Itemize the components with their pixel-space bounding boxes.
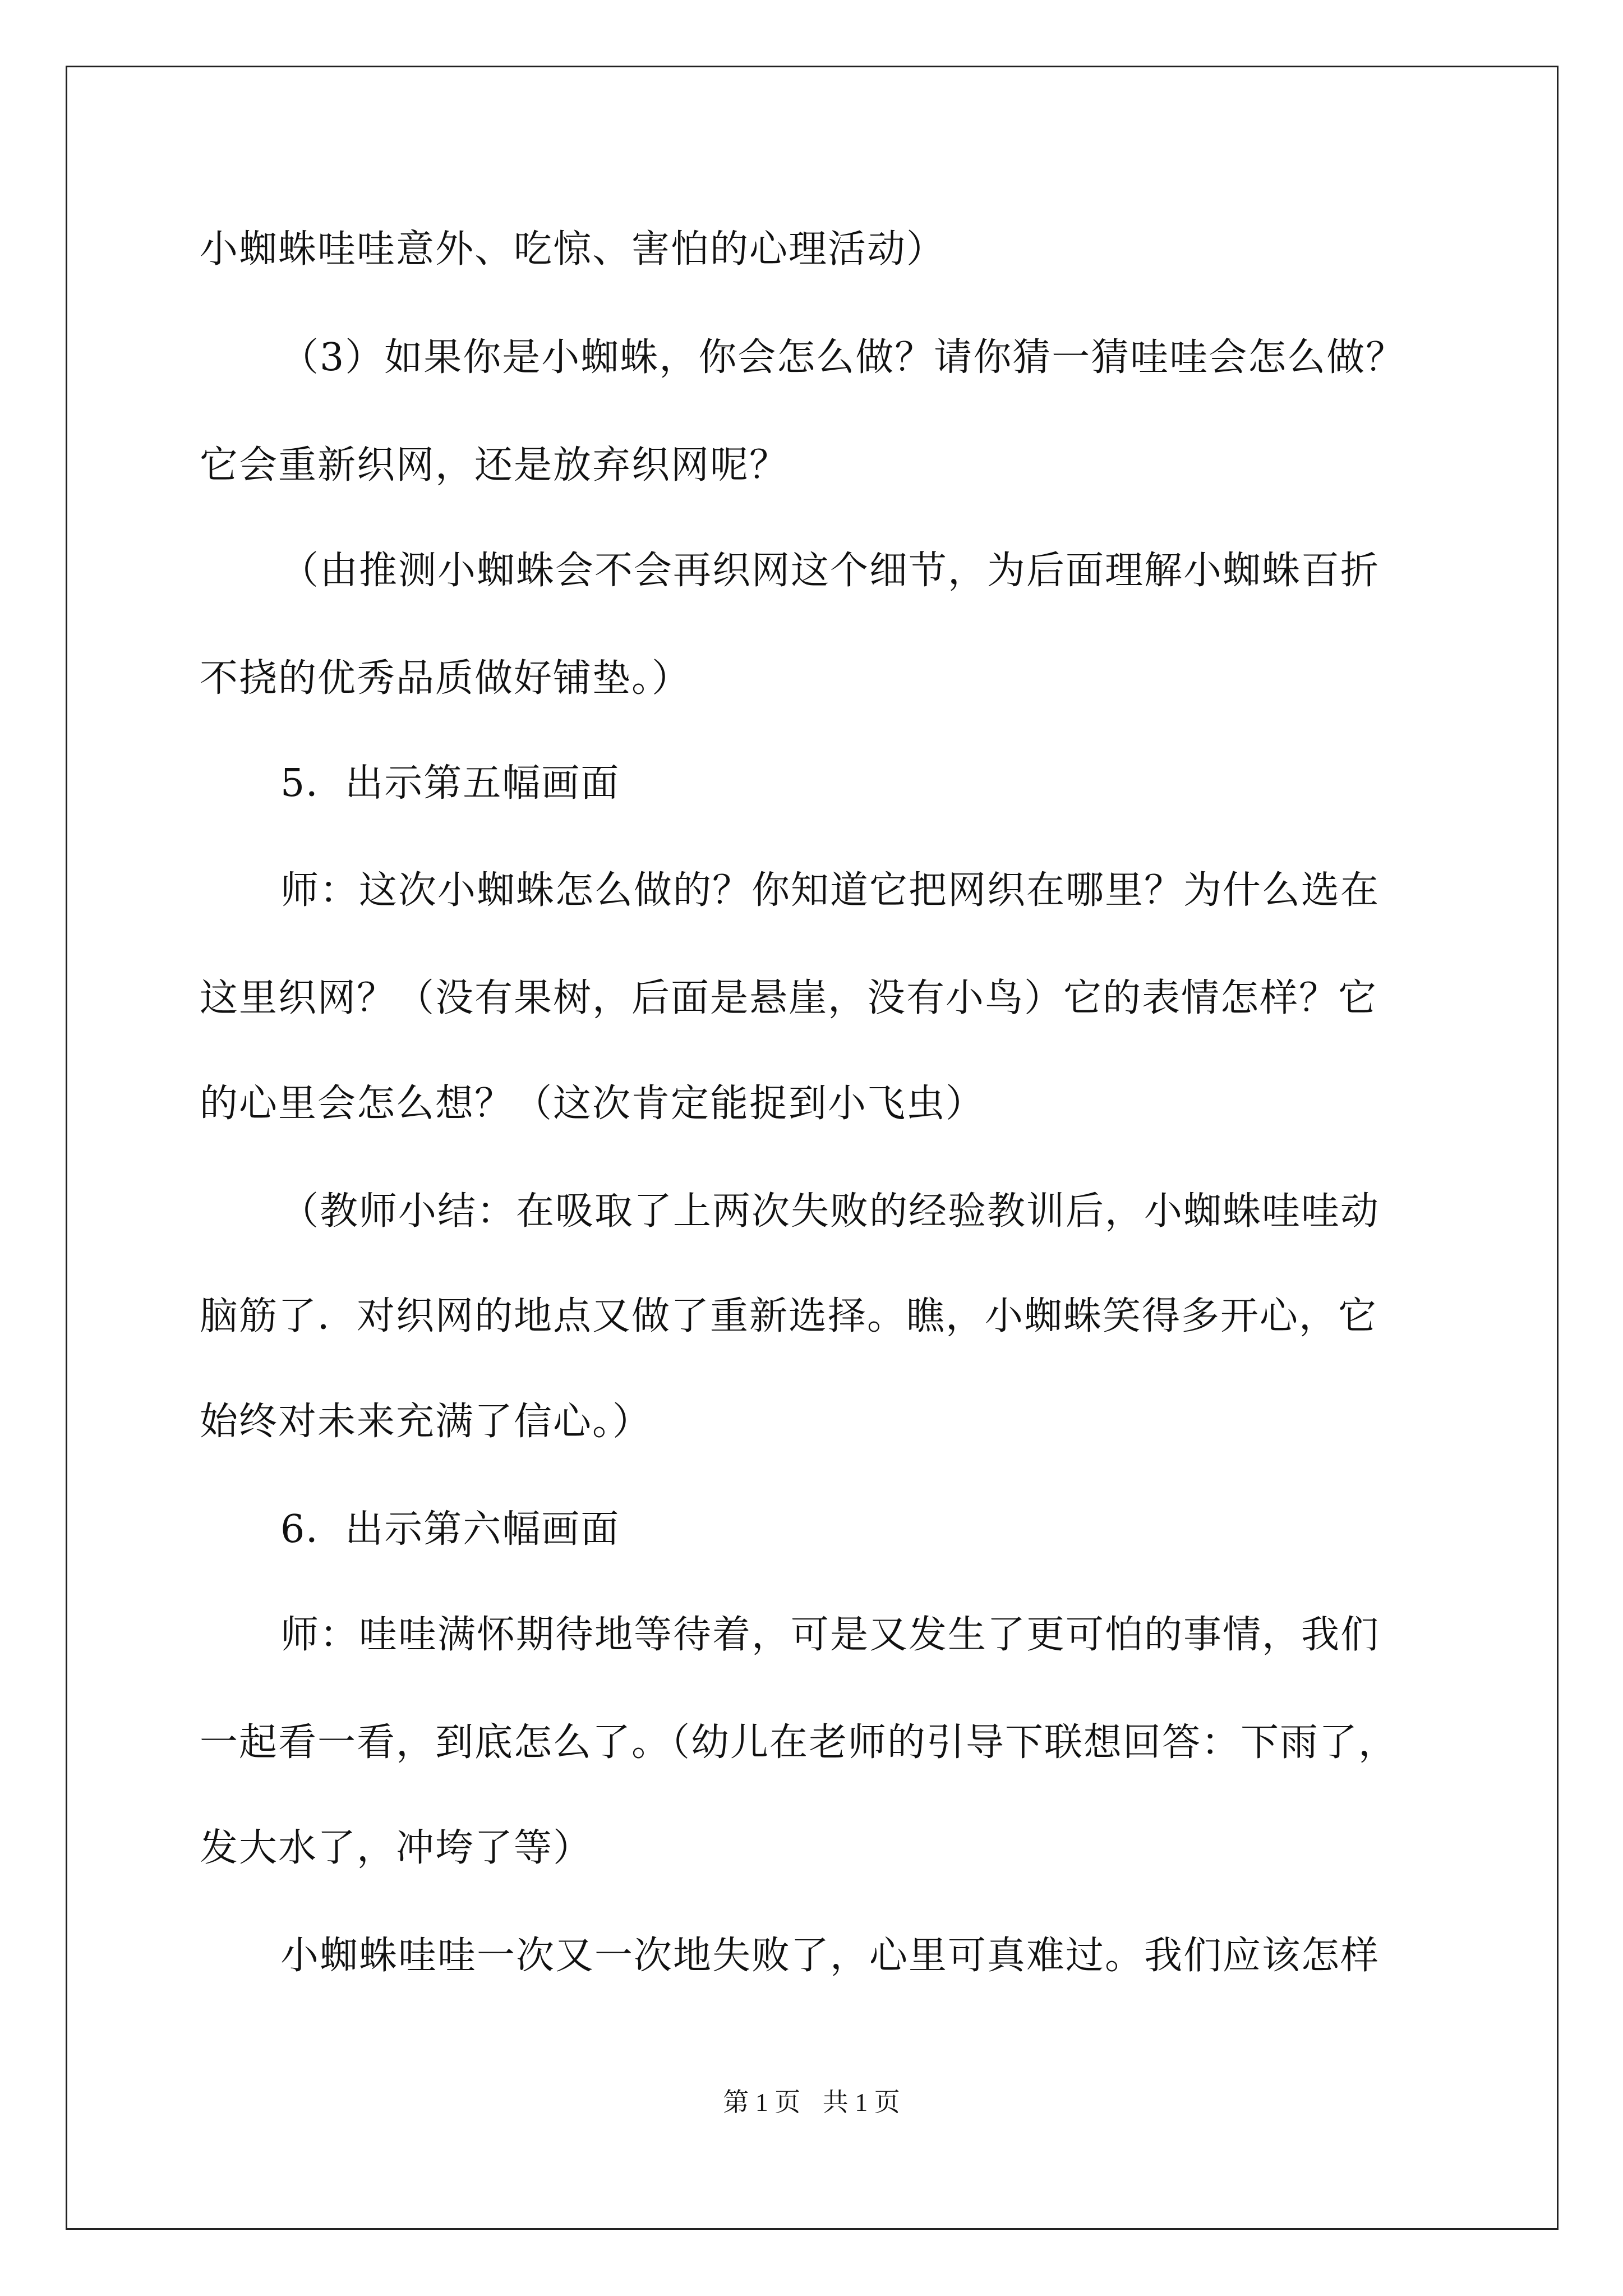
text-line: 的心里会怎么想？（这次肯定能捉到小飞虫）: [200, 1082, 985, 1126]
text-line: 不挠的优秀品质做好铺垫。）: [200, 656, 691, 701]
text-line: 发大水了，冲垮了等）: [200, 1826, 593, 1870]
page-number-total: 共 1 页: [822, 2088, 900, 2116]
page-footer: [0, 2086, 1623, 2119]
section-heading: 5．出示第五幅画面: [280, 761, 620, 806]
text-line: 它会重新织网，还是放弃织网呢？: [200, 443, 789, 487]
text-line: 一起看一看，到底怎么了。（幼儿在老师的引导下联想回答：下雨了，: [200, 1720, 1398, 1765]
text-line: 师：哇哇满怀期待地等待着，可是又发生了更可怕的事情，我们: [280, 1613, 1380, 1657]
text-line: 师：这次小蜘蛛怎么做的？你知道它把网织在哪里？为什么选在: [280, 868, 1380, 913]
text-line: 脑筋了．对织网的地点又做了重新选择。瞧，小蜘蛛笑得多开心，它: [200, 1294, 1378, 1338]
text-line: 小蜘蛛哇哇意外、吃惊、害怕的心理活动）: [200, 227, 946, 272]
text-line: （由推测小蜘蛛会不会再织网这个细节，为后面理解小蜘蛛百折: [280, 549, 1380, 593]
text-line: 这里织网？（没有果树，后面是悬崖，没有小鸟）它的表情怎样？它: [200, 976, 1378, 1020]
text-line: （3）如果你是小蜘蛛，你会怎么做？请你猜一猜哇哇会怎么做？: [280, 335, 1405, 380]
text-line: （教师小结：在吸取了上两次失败的经验教训后，小蜘蛛哇哇动: [280, 1189, 1380, 1234]
page-number-current: 第 1 页: [723, 2088, 801, 2116]
text-line: 始终对未来充满了信心。）: [200, 1400, 652, 1444]
text-line: 小蜘蛛哇哇一次又一次地失败了，心里可真难过。我们应该怎样: [280, 1934, 1380, 1978]
page-border: [66, 66, 1559, 2230]
section-heading: 6．出示第六幅画面: [280, 1507, 620, 1552]
